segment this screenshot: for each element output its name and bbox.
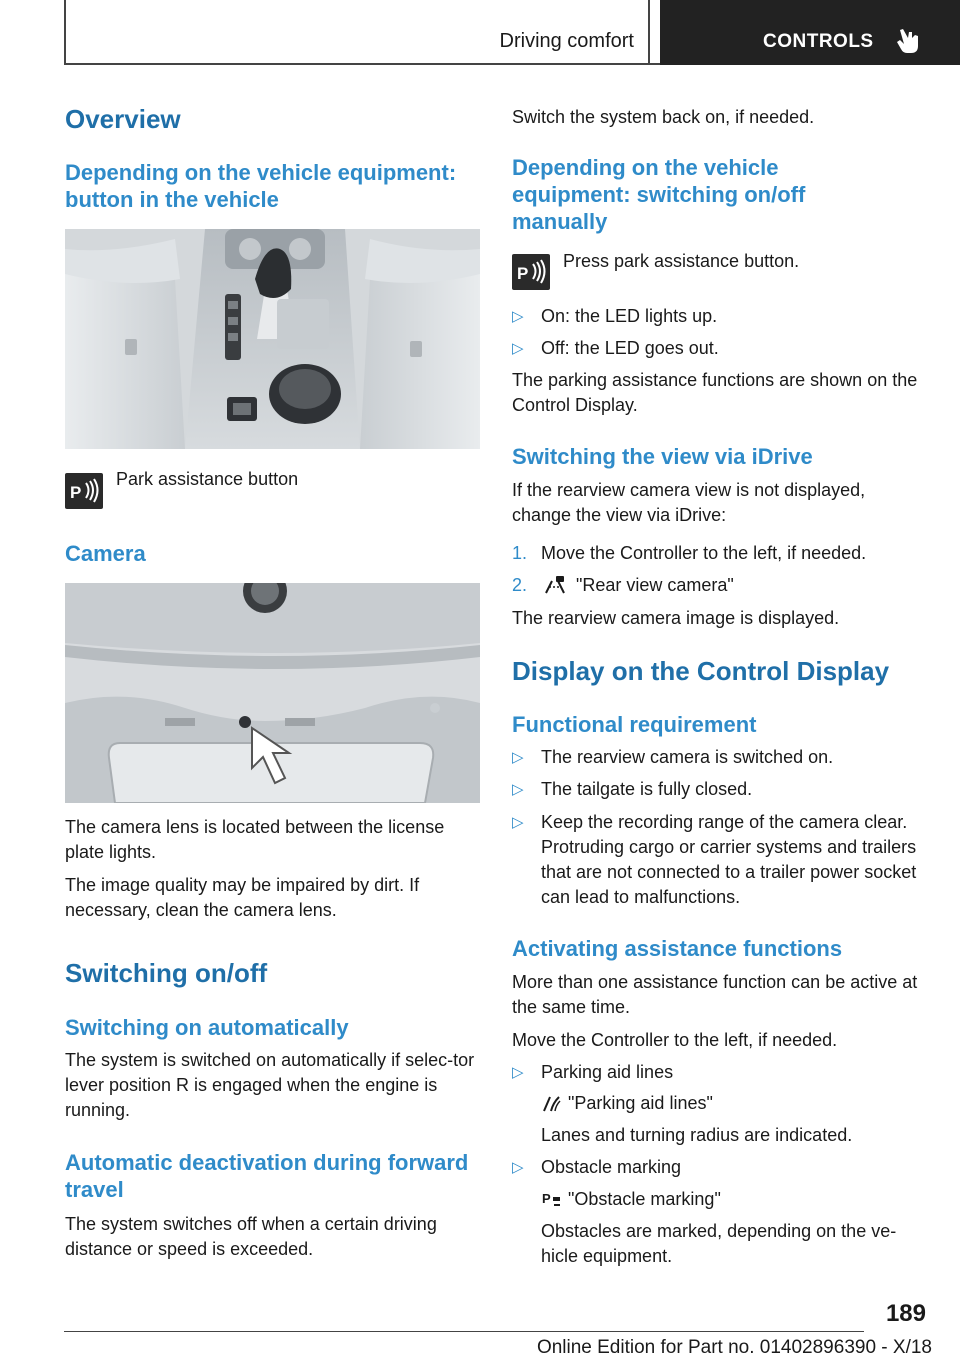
func-bullet-1: The rearview camera is switched on. — [541, 747, 834, 767]
assist-obstacle-desc: Obstacles are marked, depending on the ve‐hicle equipment. — [541, 1221, 897, 1266]
page-number: 189 — [885, 1300, 926, 1327]
manual-bullet-on: On: the LED lights up. — [541, 306, 718, 326]
header-section-box — [64, 0, 650, 64]
manual-display-text: The parking assistance functions are shown on the Control Display. — [512, 370, 918, 415]
triangle-bullet-icon: ▷ — [512, 781, 524, 798]
svg-text:P: P — [542, 1191, 551, 1206]
func-bullet-2: The tailgate is fully closed. — [541, 779, 753, 799]
assist-text-2: Move the Controller to the left, if needed. — [512, 1030, 838, 1050]
auto-on-heading: Switching on automatically — [65, 1015, 349, 1040]
auto-on-text: The system is switched on automatically if selec‐tor lever position R is engaged when the engine is running. — [65, 1050, 475, 1120]
idrive-result-text: The rearview camera image is displayed. — [512, 608, 840, 628]
assist-bullet-obstacle: Obstacle marking — [541, 1157, 682, 1177]
assist-text-1: More than one assistance function can be active at the same time. — [512, 972, 918, 1017]
assist-bullet-lines: Parking aid lines — [541, 1062, 674, 1082]
triangle-bullet-icon: ▷ — [512, 814, 524, 831]
park-assistance-icon — [65, 473, 103, 509]
switching-heading: Switching on/off — [65, 958, 268, 988]
button-heading: Depending on the vehicle equipment: button in the vehicle — [65, 160, 457, 212]
camera-dirt-text: The image quality may be impaired by dirt. If necessary, clean the camera lens. — [65, 875, 420, 920]
footer-rule — [64, 1331, 864, 1332]
triangle-bullet-icon: ▷ — [512, 749, 524, 766]
assist-lines-desc: Lanes and turning radius are indicated. — [541, 1125, 853, 1145]
manual-bullet-off: Off: the LED goes out. — [541, 338, 719, 358]
header-section-title: Driving comfort — [499, 30, 634, 52]
rear-view-camera-icon — [542, 575, 568, 595]
auto-off-heading: Automatic deactivation during forward travel — [65, 1150, 469, 1202]
assist-heading: Activating assistance functions — [512, 936, 843, 961]
triangle-bullet-icon: ▷ — [512, 1064, 524, 1081]
header-chapter-title: CONTROLS — [763, 31, 874, 52]
triangle-bullet-icon: ▷ — [512, 308, 524, 325]
func-bullet-3: Keep the recording range of the camera clear. Protruding cargo or carrier systems and trailers that are not connected to a trailer power socket can lead to malfunctions. — [541, 812, 917, 907]
hand-pointer-icon — [894, 26, 924, 56]
idrive-step-2: "Rear view camera" — [576, 575, 734, 595]
svg-text:P: P — [517, 264, 529, 283]
header-chapter-band — [660, 0, 960, 65]
park-button-caption: Park assistance button — [116, 469, 299, 489]
assist-lines-menu: "Parking aid lines" — [568, 1093, 713, 1113]
manual-text: Press park assistance button. — [563, 251, 800, 271]
idrive-heading: Switching the view via iDrive — [512, 444, 813, 469]
camera-location-text: The camera lens is located between the license plate lights. — [65, 817, 445, 862]
svg-text:P: P — [70, 483, 82, 502]
tailgate-camera-photo — [65, 583, 480, 803]
park-assistance-icon — [512, 254, 550, 290]
step-number: 1. — [512, 543, 528, 563]
footer-edition: Online Edition for Part no. 01402896390 - X/18 — [536, 1337, 932, 1358]
parking-aid-lines-icon — [541, 1093, 561, 1113]
step-number: 2. — [512, 575, 528, 595]
idrive-text: If the rearview camera view is not displayed, change the view via iDrive: — [512, 480, 866, 525]
camera-heading: Camera — [65, 541, 146, 566]
display-heading: Display on the Control Display — [512, 656, 890, 686]
triangle-bullet-icon: ▷ — [512, 340, 524, 357]
switch-back-text: Switch the system back on, if needed. — [512, 107, 815, 127]
idrive-step-1: Move the Controller to the left, if needed. — [541, 543, 867, 563]
auto-off-text: The system switches off when a certain driving distance or speed is exceeded. — [65, 1214, 437, 1259]
assist-obstacle-menu: "Obstacle marking" — [568, 1189, 721, 1209]
obstacle-marking-icon — [541, 1188, 561, 1208]
overview-heading: Overview — [65, 104, 181, 134]
func-heading: Functional requirement — [512, 712, 757, 737]
console-photo — [65, 229, 480, 449]
triangle-bullet-icon: ▷ — [512, 1159, 524, 1176]
manual-heading: Depending on the vehicle equipment: switching on/off manually — [512, 155, 806, 234]
